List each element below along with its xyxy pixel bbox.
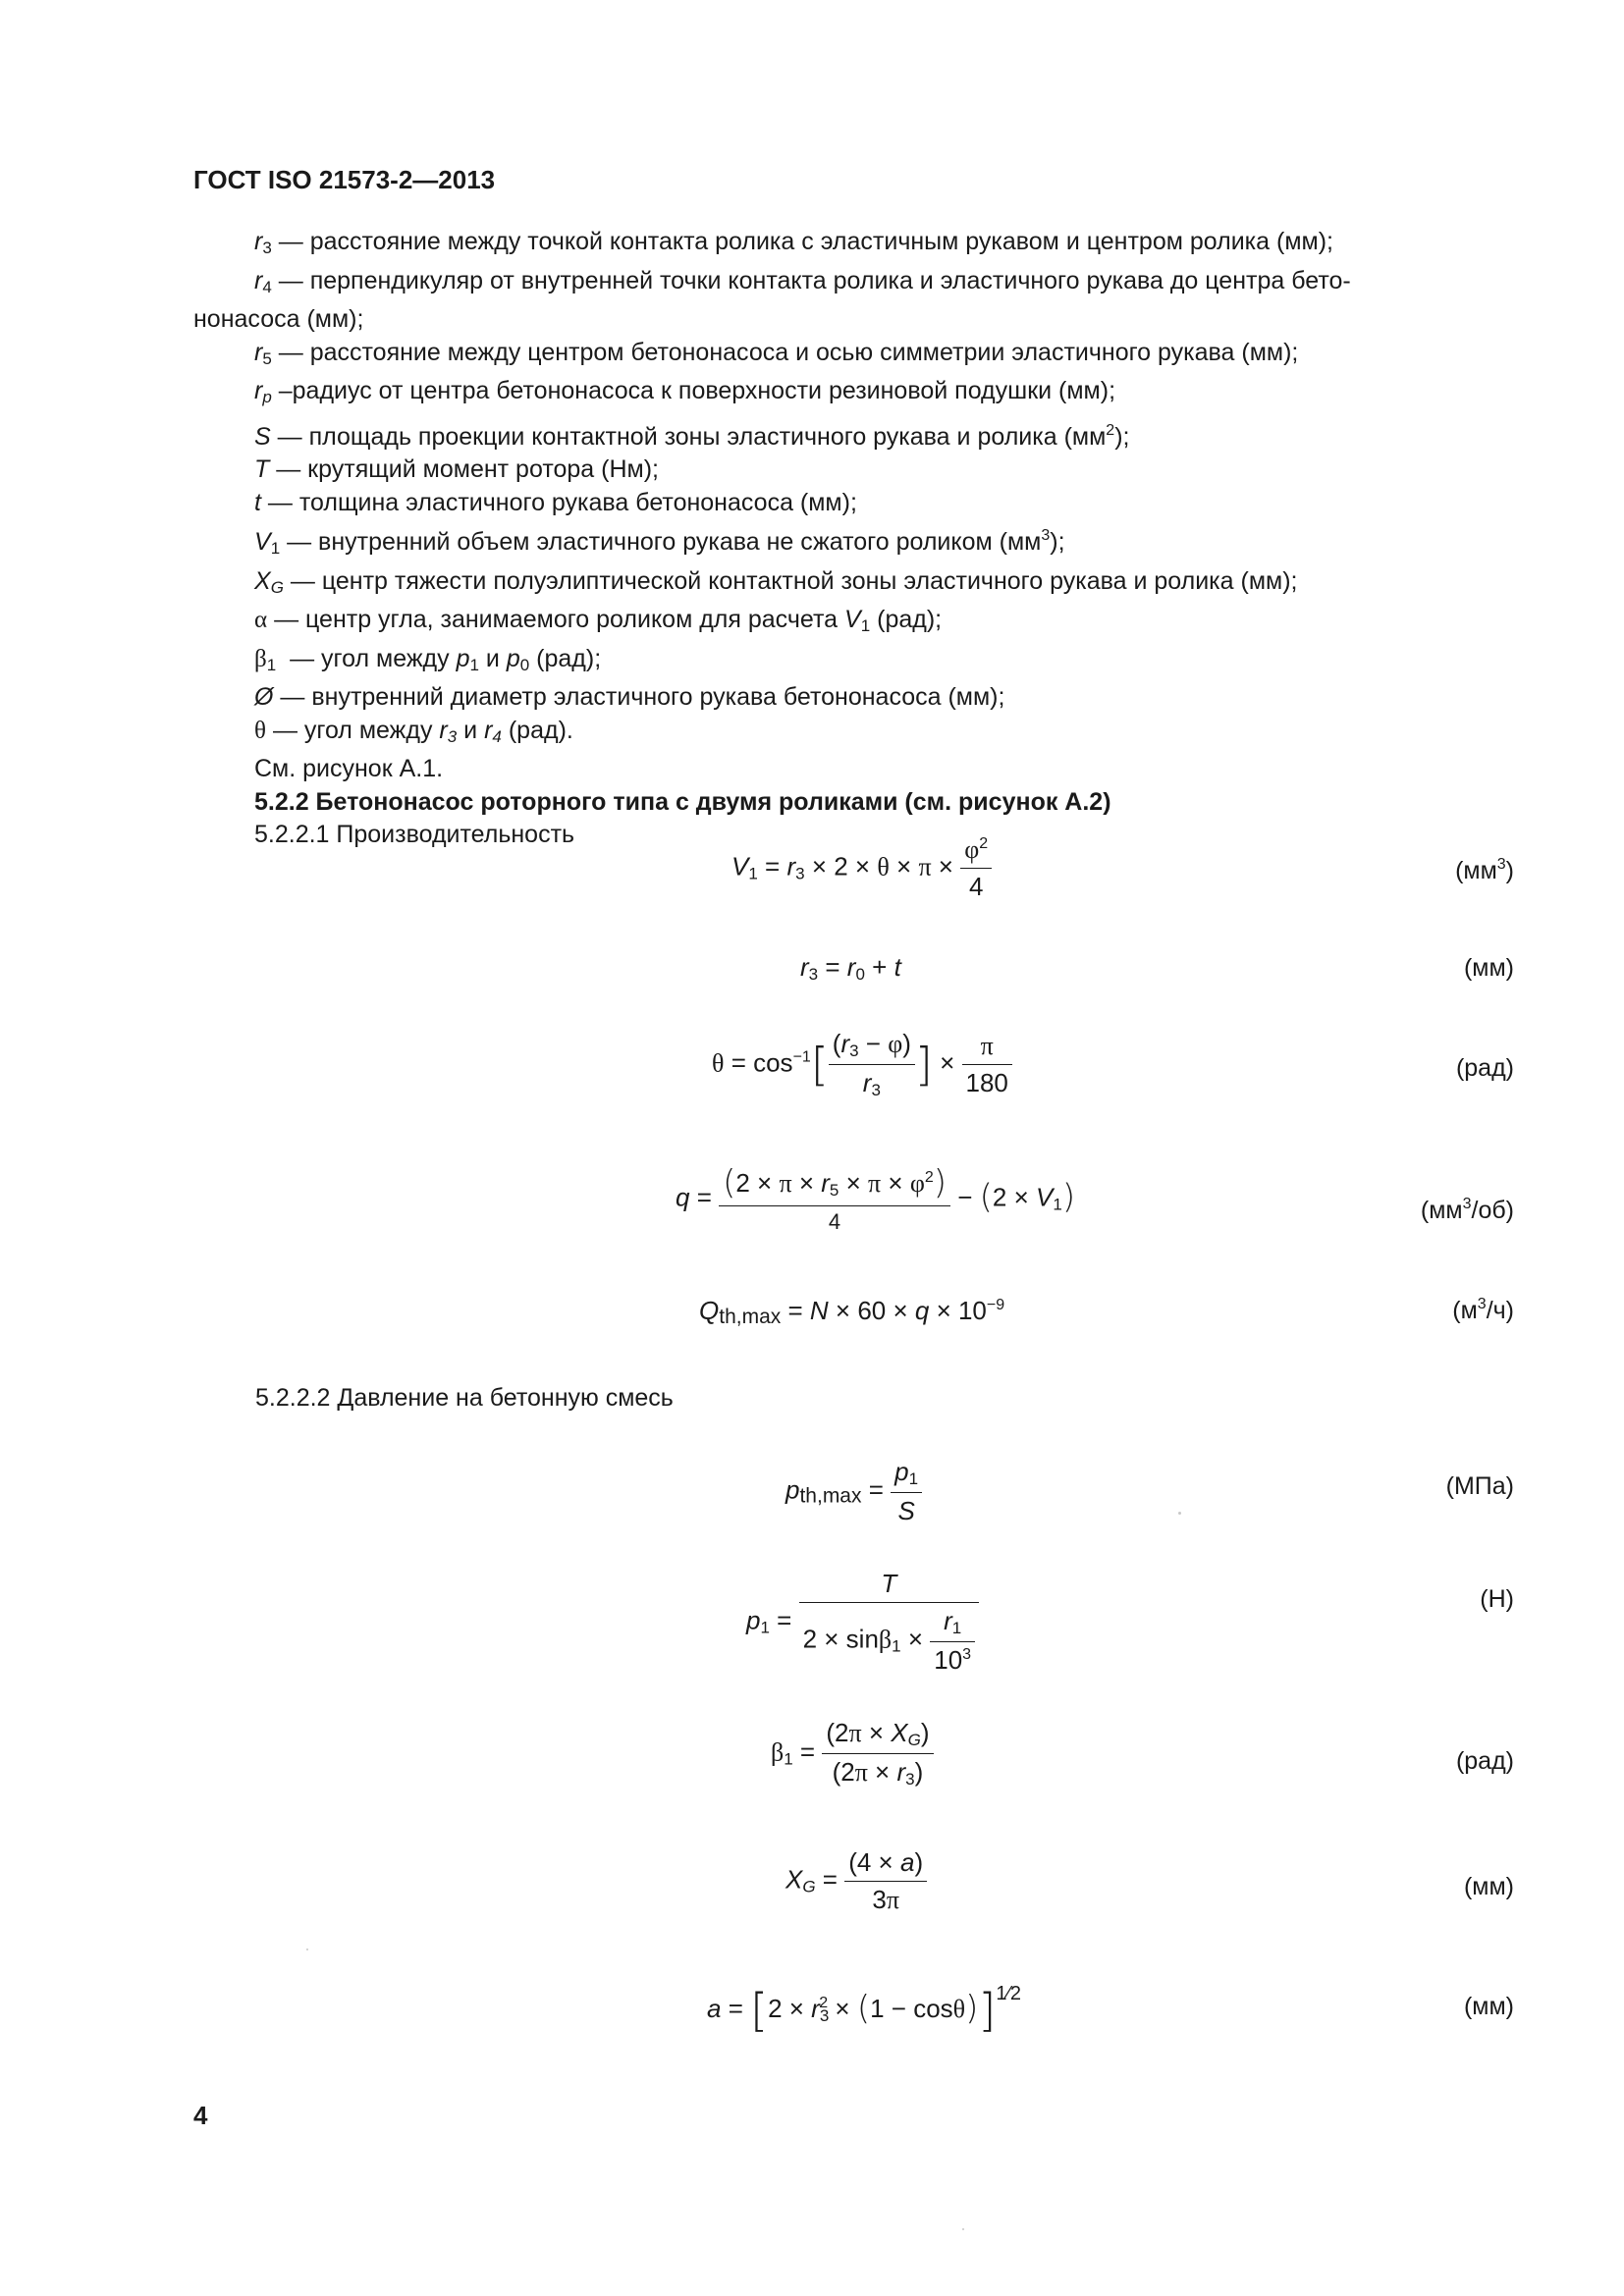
def-theta: θ — угол между $r_3$ и $r_4$ (рад). [254, 716, 573, 746]
unit-v1: $(мм^3)$ [1455, 856, 1514, 884]
def-beta1: $\beta_1$ — угол между $p_1$ и $p_0$ (рад); [254, 644, 602, 674]
formula-beta1: $\beta_1$ = $\frac{(2\pi \times X_G)}{(2\pi \times r_3)}$ [771, 1718, 934, 1789]
document-code-header: ГОСТ ISO 21573-2—2013 [193, 165, 496, 194]
unit-a: (мм) [1463, 1993, 1514, 2020]
def-XG: $X_G$ — центр тяжести полуэлиптической контактной зоны эластичного рукава и ролика (мм); [254, 566, 1298, 597]
def-V1: $V_1$ — внутренний объем эластичного рукава не сжатого роликом $(мм^3)$; [254, 527, 1065, 558]
see-figure-note: См. рисунок А.1. [254, 755, 444, 782]
scan-speck [306, 1949, 308, 1950]
subsection-pressure: 5.2.2.2 Давление на бетонную смесь [255, 1384, 674, 1412]
def-r4-cont: нонасоса (мм); [193, 305, 364, 333]
unit-pth-max: (МПа) [1445, 1472, 1514, 1500]
def-diameter: Ø — внутренний диаметр эластичного рукава бетононасоса (мм); [254, 683, 1005, 711]
unit-theta: (рад) [1455, 1054, 1514, 1082]
formula-a: $a = [2 \times r_3^2 \times (1 - \cos\theta)]^{1⁄2}$ [707, 1983, 1021, 2038]
formula-v1: $V_1 = r_3 \times 2 \times \theta \times \pi$ × $\frac{\varphi^2}{4}$ [731, 834, 992, 902]
unit-p1: (Н) [1480, 1585, 1514, 1613]
page-number: 4 [193, 2101, 208, 2130]
unit-qth-max: $(м^3/ч)$ [1452, 1296, 1514, 1324]
frac-num: $\varphi^2$ [960, 834, 992, 869]
formula-p1: $p_1$ = T 2 × sinβ$_1$ × $\frac{r_1}{10^3}$ [746, 1569, 979, 1676]
formula-r3: $r_3 = r_0 + t$ [800, 952, 901, 984]
scan-speck [1178, 1512, 1181, 1515]
subsection-productivity: 5.2.2.1 Производительность [254, 821, 575, 848]
formula-xg: $X_G$ = $\frac{(4 \times a)}{3\pi}$ [785, 1847, 927, 1915]
def-t: t — толщина эластичного рукава бетононасоса (мм); [254, 488, 857, 516]
def-S: S — площадь проекции контактной зоны эластичного рукава и ролика $(мм^2)$; [254, 421, 1130, 451]
formula-pth-max: pth,max = $\frac{p_1}{S}$ [785, 1457, 922, 1526]
formula-qth-max: $Qth,\max = N \times 60 \times q \times 10^{-9}$ [699, 1296, 1005, 1328]
def-rp: $r_p$ –радиус от центра бетононасоса к поверхности резиновой подушки (мм); [254, 377, 1116, 406]
def-r4: $r_4$ — перпендикуляр от внутренней точки контакта ролика и эластичного рукава до центра бето- [254, 266, 1351, 296]
def-r3: $r_3$ — расстояние между точкой контакта ролика с эластичным рукавом и центром ролика (мм); [254, 228, 1333, 257]
scan-speck [962, 2228, 964, 2230]
formula-theta: $\theta = \cos^{-1}$[ $\frac{(r_3 - \varphi)}{r_3}$ ] × $\frac{\pi}{180}$ [712, 1029, 1012, 1100]
unit-xg: (мм) [1463, 1873, 1514, 1900]
unit-beta1: (рад) [1455, 1747, 1514, 1775]
unit-q: $(мм^3/об)$ [1420, 1196, 1514, 1224]
unit-r3: (мм) [1463, 954, 1514, 982]
def-T: T — крутящий момент ротора (Нм); [254, 455, 659, 483]
def-alpha: α — центр угла, занимаемого роликом для расчета $V_1$ (рад); [254, 606, 943, 635]
def-r5: $r_5$ — расстояние между центром бетононасоса и осью симметрии эластичного рукава (мм); [254, 338, 1299, 368]
symbol-definitions [193, 226, 1514, 852]
formula-q: q = $\frac{(2 \times \pi \times r_5 \times \pi \times \varphi^2)}{4}$ − $(2 \times V_1)$ [676, 1163, 1076, 1234]
section-title: 5.2.2 Бетононасос роторного типа с двумя роликами (см. рисунок А.2) [254, 787, 1111, 816]
